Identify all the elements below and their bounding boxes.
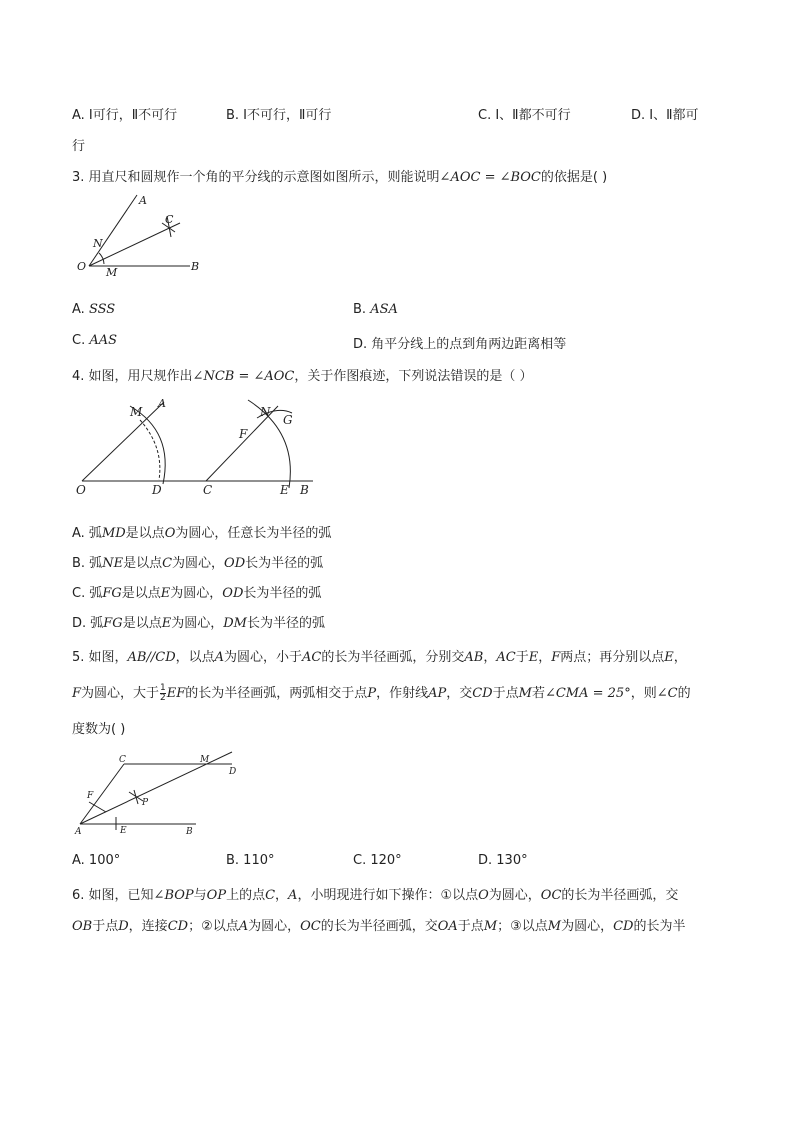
q4-option-d-t1: FG: [103, 616, 123, 631]
q3-option-d: D. 角平分线上的点到角两边距离相等: [353, 337, 567, 352]
q2-option-a: A. Ⅰ可行，Ⅱ不可行: [72, 108, 178, 123]
q3-stem-text-b: 的依据是( ): [540, 170, 608, 185]
q4-option-c-t2: 是以点: [121, 586, 161, 601]
q5-option-c: C. 120°: [353, 853, 402, 868]
q5-l1-t2: ，以点: [175, 650, 215, 665]
q4-option-d-t4: 为圆心，: [171, 616, 224, 631]
q4-option-d-t6: 长为半径的弧: [246, 616, 325, 631]
q4-option-b-t1: NE: [102, 556, 124, 571]
q4-option-a-t0: A. 弧: [72, 526, 102, 541]
q5-label-d: D: [229, 767, 237, 777]
q4-option-a-t4: 为圆心，任意长为半径的弧: [175, 526, 332, 541]
q4-label-n: N: [260, 405, 271, 419]
q5-l1-t13: F: [551, 650, 561, 665]
q5-l2-t9: 于点: [492, 686, 519, 701]
q5-option-d: D. 130°: [478, 853, 528, 868]
q5-label-c: C: [119, 755, 126, 765]
q5-l2-t5: ，作射线: [376, 686, 429, 701]
q3-option-a: [72, 302, 115, 317]
q5-l1-t0: 5. 如图，: [72, 650, 128, 665]
q5-l1-t7: AB: [464, 650, 484, 665]
q3-figure: [72, 190, 212, 280]
q3-option-b-value: ASA: [370, 302, 398, 317]
q4-option-d-t5: DM: [223, 616, 247, 631]
q3-option-c: [72, 333, 117, 348]
q3-stem-math: ∠AOC = ∠BOC: [439, 170, 541, 185]
q6-l2-t17: 的长为半: [633, 919, 686, 934]
q5-l2-t8: CD: [472, 686, 493, 701]
q6-l1-t11: OC: [540, 888, 562, 903]
q5-l2-t4: P: [367, 686, 377, 701]
q5-option-b: B. 110°: [226, 853, 275, 868]
q5-l1-t15: E: [664, 650, 674, 665]
q3-option-a-label: A.: [72, 302, 89, 317]
q5-l1-t1: AB//CD: [127, 650, 176, 665]
q6-l2-t9: 的长为半径画弧，交: [320, 919, 438, 934]
q4-option-b-t6: 长为半径的弧: [245, 556, 324, 571]
q6-l2-t4: CD: [167, 919, 189, 934]
q3-label-c: C: [165, 213, 174, 226]
q5-l2-t10: M: [518, 686, 532, 701]
q6-l1-t9: O: [478, 888, 489, 903]
q4-stem: [72, 365, 533, 384]
q5-fraction-denominator: 2: [160, 693, 166, 703]
q6-l1-t10: 为圆心，: [488, 888, 541, 903]
q4-option-b-t0: B. 弧: [72, 556, 103, 571]
q5-label-m: M: [200, 755, 210, 765]
q4-option-a-t3: O: [164, 526, 176, 541]
q3-label-a: A: [139, 194, 147, 207]
q6-l2-t3: ，连接: [128, 919, 168, 934]
q6-l1-t5: C: [265, 888, 276, 903]
q4-label-f: F: [239, 427, 248, 441]
q5-l1-t14: 两点；再分别以点: [560, 650, 665, 665]
q5-l2-t14: ∠C: [656, 686, 678, 701]
q5-label-a: A: [75, 827, 82, 837]
q5-l1-t11: E: [528, 650, 539, 665]
q6-l1-t2: 与: [193, 888, 207, 903]
q6-stem-line-2: [72, 915, 686, 934]
q4-label-d: D: [152, 483, 162, 497]
q4-option-b-t3: C: [162, 556, 173, 571]
q4-option-c-t4: 为圆心，: [170, 586, 223, 601]
q6-l1-t3: OP: [206, 888, 227, 903]
q4-option-c-t6: 长为半径的弧: [243, 586, 322, 601]
q2-option-d-continued: 行: [72, 139, 86, 154]
q4-option-c: [72, 582, 321, 601]
q6-l1-t0: 6. 如图，已知: [72, 888, 154, 903]
q5-l2-t15: 的: [677, 686, 691, 701]
q5-stem-line-3: 度数为( ): [72, 722, 126, 737]
q5-l2-t3: 的长为半径画弧，两弧相交于点: [185, 686, 368, 701]
q3-label-o: O: [77, 260, 87, 273]
q2-option-c: C. Ⅰ、Ⅱ都不可行: [478, 108, 571, 123]
q5-label-e: E: [120, 826, 127, 836]
q5-l1-t6: 的长为半径画弧，分别交: [321, 650, 465, 665]
q5-option-a: A. 100°: [72, 853, 121, 868]
q4-option-d-t2: 是以点: [122, 616, 162, 631]
q6-l2-t6: A: [238, 919, 249, 934]
q4-option-c-t1: FG: [102, 586, 122, 601]
q4-label-a: A: [158, 397, 166, 410]
q4-option-b-t2: 是以点: [123, 556, 163, 571]
q5-l2-t6: AP: [428, 686, 447, 701]
q4-option-b-t5: OD: [224, 556, 246, 571]
q4-figure: [72, 392, 332, 504]
q6-l2-t11: 于点: [457, 919, 484, 934]
q6-l1-t12: 的长为半径画弧，交: [561, 888, 679, 903]
q3-option-b-label: B.: [353, 302, 371, 317]
q5-fraction-numerator: 1: [160, 683, 166, 693]
q6-l2-t14: M: [547, 919, 562, 934]
q4-option-b-t4: 为圆心，: [172, 556, 225, 571]
q5-l2-t0: F: [72, 686, 82, 701]
q5-label-f: F: [87, 791, 94, 801]
q5-l2-t13: ，则: [630, 686, 657, 701]
q5-l2-t12: ∠CMA = 25°: [544, 686, 631, 701]
q4-option-d: [72, 612, 325, 631]
q6-l2-t0: OB: [72, 919, 93, 934]
q4-label-g: G: [283, 413, 293, 427]
q4-label-b: B: [300, 483, 309, 497]
q4-option-c-t3: E: [160, 586, 171, 601]
q3-label-b: B: [191, 260, 200, 273]
q5-l2-t2: EF: [166, 686, 186, 701]
q4-label-c: C: [203, 483, 213, 497]
q5-l2-t7: ，交: [446, 686, 473, 701]
q5-l1-t10: 于: [515, 650, 529, 665]
q5-l1-t3: A: [214, 650, 225, 665]
q5-l2-t11: 若: [531, 686, 545, 701]
q5-label-p: P: [142, 798, 149, 808]
q2-option-d: D. Ⅰ、Ⅱ都可: [631, 108, 699, 123]
q4-stem-text-a: 4. 如图，用尺规作出: [72, 369, 193, 384]
q6-l1-t1: ∠BOP: [153, 888, 194, 903]
q5-label-b: B: [186, 827, 193, 837]
q4-option-a: [72, 522, 331, 541]
q5-l1-t9: AC: [496, 650, 516, 665]
q5-fraction: [160, 684, 166, 703]
q4-label-m: M: [130, 405, 143, 419]
q3-label-n: N: [93, 237, 103, 250]
q6-l2-t7: 为圆心，: [248, 919, 301, 934]
q5-l1-t5: AC: [302, 650, 322, 665]
q3-option-b: [353, 302, 398, 317]
q6-l1-t6: ，: [275, 888, 289, 903]
q4-stem-text-b: ，关于作图痕迹，下列说法错误的是（ ）: [294, 369, 533, 384]
q5-l2-t1: 为圆心，大于: [81, 686, 160, 701]
q6-l2-t13: ；③以点: [497, 919, 548, 934]
q6-l1-t7: A: [288, 888, 298, 903]
q6-l1-t8: ，小明现进行如下操作：①以点: [297, 888, 479, 903]
q3-stem: [72, 166, 607, 185]
q4-option-d-t0: D. 弧: [72, 616, 104, 631]
q4-option-c-t0: C. 弧: [72, 586, 103, 601]
q3-option-a-value: SSS: [88, 302, 116, 317]
q5-l1-t8: ，: [483, 650, 497, 665]
q5-figure: [72, 748, 242, 840]
q4-option-a-t2: 是以点: [125, 526, 165, 541]
q4-label-o: O: [76, 483, 86, 497]
q4-option-a-t1: MD: [101, 526, 126, 541]
q6-stem-line-1: [72, 884, 678, 903]
q6-l2-t12: M: [483, 919, 498, 934]
q6-l2-t2: D: [118, 919, 129, 934]
q5-stem-line-2: [72, 682, 691, 703]
q6-l1-t4: 上的点: [226, 888, 266, 903]
q4-option-b: [72, 552, 323, 571]
q6-l2-t1: 于点: [92, 919, 119, 934]
q5-stem-line-1: [72, 646, 687, 665]
q6-l2-t8: OC: [300, 919, 321, 934]
q5-l1-t12: ，: [538, 650, 552, 665]
q3-stem-text-a: 3. 用直尺和圆规作一个角的平分线的示意图如图所示，则能说明: [72, 170, 440, 185]
q6-l2-t5: ；②以点: [188, 919, 239, 934]
q6-l2-t15: 为圆心，: [561, 919, 614, 934]
q3-label-m: M: [106, 266, 118, 279]
q3-option-c-value: AAS: [89, 333, 118, 348]
q2-option-b: B. Ⅰ不可行，Ⅱ可行: [226, 108, 332, 123]
q3-option-c-label: C.: [72, 333, 90, 348]
q4-option-d-t3: E: [161, 616, 172, 631]
q4-stem-math: ∠NCB = ∠AOC: [192, 369, 295, 384]
q6-l2-t10: OA: [437, 919, 458, 934]
q6-l2-t16: CD: [613, 919, 634, 934]
q4-label-e: E: [280, 483, 289, 497]
q4-option-c-t5: OD: [222, 586, 244, 601]
q5-l1-t4: 为圆心，小于: [224, 650, 303, 665]
q5-l1-t16: ，: [673, 650, 687, 665]
